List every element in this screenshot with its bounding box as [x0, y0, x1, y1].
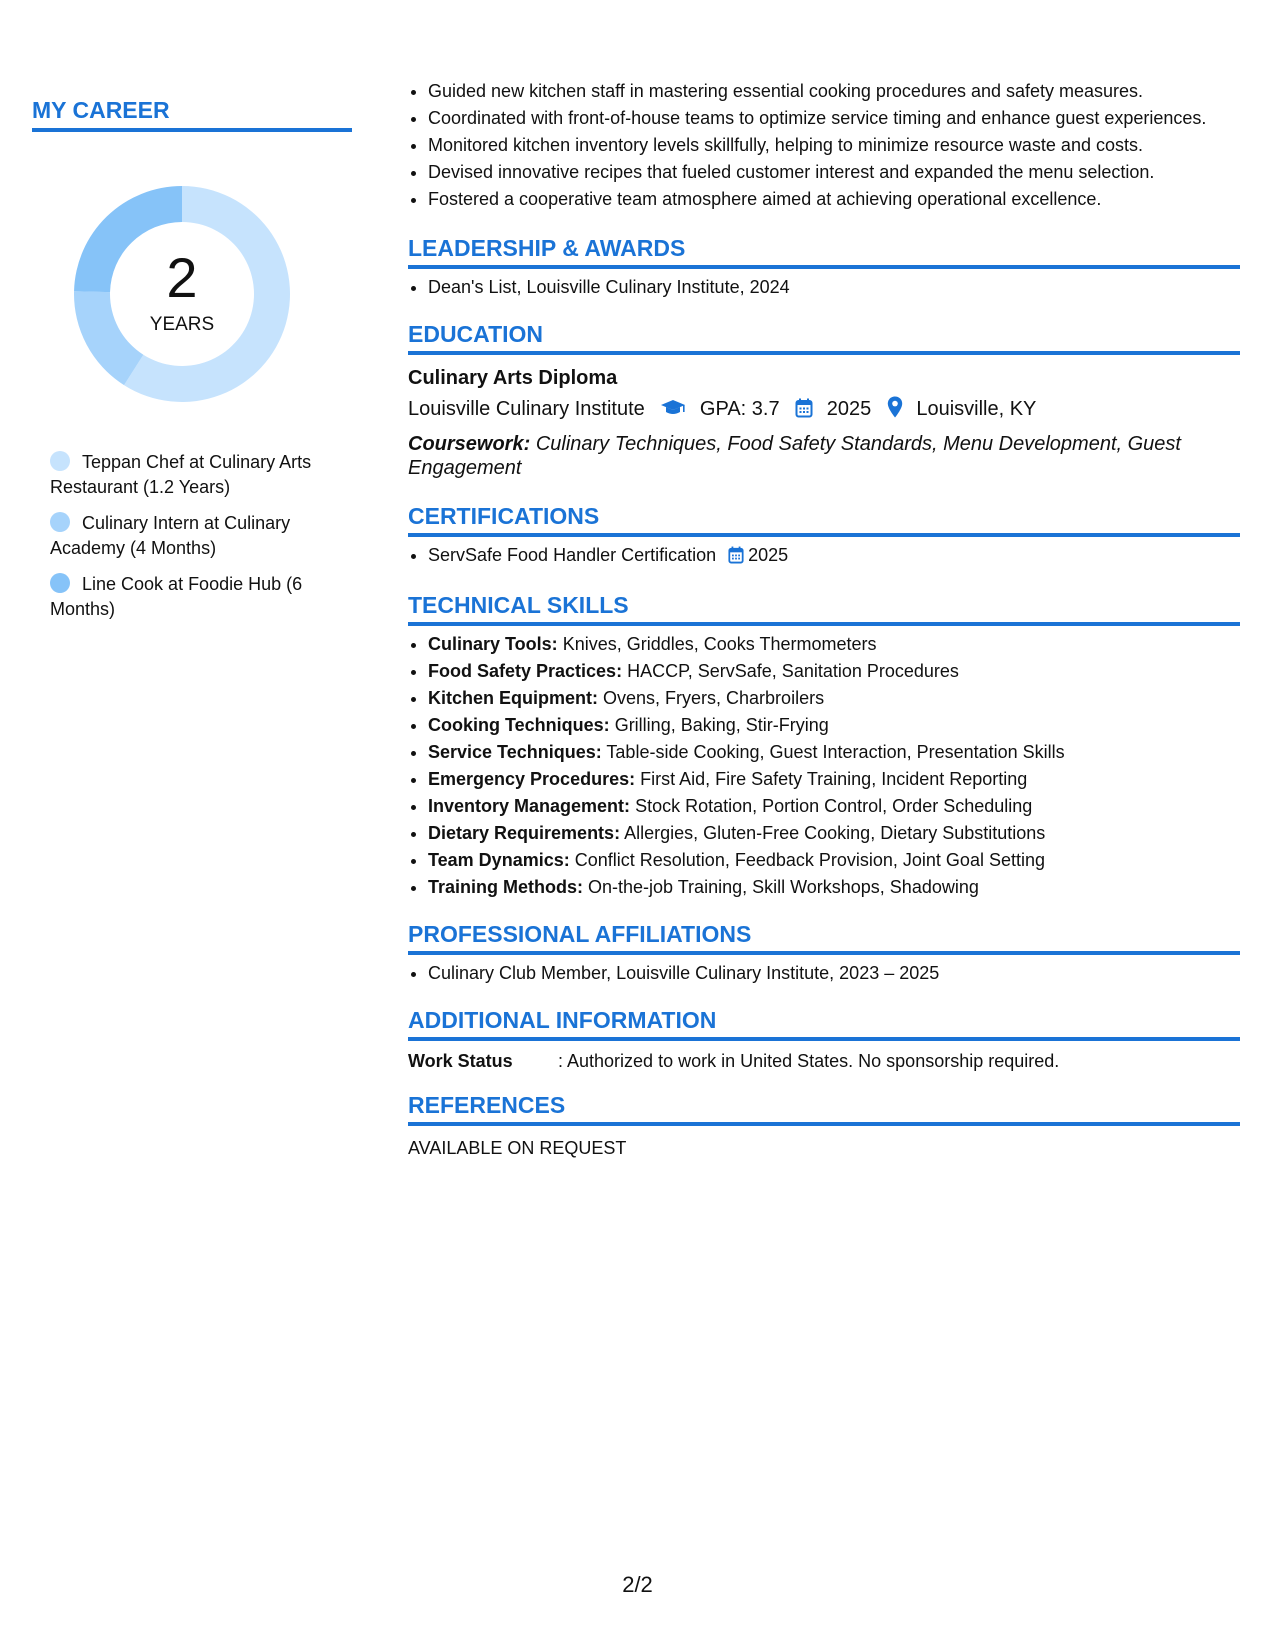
skills-section — [408, 591, 1240, 900]
leadership-title: LEADERSHIP & AWARDS — [408, 234, 1240, 269]
calendar-icon — [795, 398, 813, 426]
education-coursework — [408, 432, 1240, 480]
education-gpa: GPA: 3.7 — [699, 398, 780, 420]
skill-item — [428, 794, 1240, 819]
references-section — [408, 1091, 1240, 1160]
additional-section — [408, 1006, 1240, 1073]
coursework-text: Culinary Techniques, Food Safety Standards, Menu Development, Guest Engagement — [408, 433, 1181, 479]
skill-item — [428, 713, 1240, 738]
legend-item — [50, 511, 340, 561]
page-number: 2/2 — [622, 1572, 653, 1597]
certification-name: ServSafe Food Handler Certification — [428, 545, 717, 565]
career-title: MY CAREER — [32, 96, 352, 132]
career-legend — [32, 450, 352, 622]
skill-label: Culinary Tools: — [428, 634, 558, 654]
skill-label: Team Dynamics: — [428, 850, 570, 870]
legend-dot — [50, 451, 70, 471]
skill-item — [428, 875, 1240, 900]
leadership-section — [408, 234, 1240, 300]
leadership-item: • Dean's List, Louisville Culinary Institute, 2024 — [428, 275, 1240, 300]
legend-item — [50, 572, 340, 622]
education-details — [408, 395, 1240, 426]
legend-item — [50, 450, 340, 500]
skills-list — [408, 632, 1240, 900]
certification-item — [428, 543, 1240, 571]
graduation-cap-icon — [660, 398, 686, 426]
map-pin-icon — [887, 396, 903, 426]
affiliations-title: PROFESSIONAL AFFILIATIONS — [408, 920, 1240, 955]
skill-value: On-the-job Training, Skill Workshops, Shadowing — [588, 877, 979, 897]
legend-label: Line Cook at Foodie Hub (6 Months) — [50, 574, 303, 619]
education-location: Louisville, KY — [916, 398, 1037, 420]
experience-bullet: • Devised innovative recipes that fueled customer interest and expanded the menu selection. — [428, 160, 1240, 185]
skill-value: Ovens, Fryers, Charbroilers — [603, 688, 825, 708]
skill-item — [428, 659, 1240, 684]
skill-value: Allergies, Gluten-Free Cooking, Dietary Substitutions — [624, 823, 1046, 843]
legend-dot — [50, 512, 70, 532]
skill-label: Emergency Procedures: — [428, 769, 636, 789]
skill-item — [428, 821, 1240, 846]
calendar-icon — [728, 546, 744, 571]
affiliations-section — [408, 920, 1240, 986]
skill-item — [428, 686, 1240, 711]
skill-item — [428, 767, 1240, 792]
skill-item — [428, 740, 1240, 765]
skill-label: Kitchen Equipment: — [428, 688, 598, 708]
experience-bullet: • Coordinated with front-of-house teams to optimize service timing and enhance guest experiences. — [428, 106, 1240, 131]
skill-item — [428, 632, 1240, 657]
skill-label: Service Techniques: — [428, 742, 602, 762]
experience-bullets — [408, 79, 1240, 212]
coursework-label: Coursework: — [408, 433, 531, 455]
affiliations-list — [408, 961, 1240, 986]
legend-label: Teppan Chef at Culinary Arts Restaurant (1.2 Years) — [50, 452, 312, 497]
experience-bullet: • Fostered a cooperative team atmosphere aimed at achieving operational excellence. — [428, 187, 1240, 212]
additional-title: ADDITIONAL INFORMATION — [408, 1006, 1240, 1041]
education-title: EDUCATION — [408, 320, 1240, 355]
education-school: Louisville Culinary Institute — [408, 398, 645, 420]
education-degree: Culinary Arts Diploma — [408, 367, 618, 389]
work-status-value: : Authorized to work in United States. No sponsorship required. — [558, 1051, 1060, 1071]
skill-value: Table-side Cooking, Guest Interaction, Presentation Skills — [606, 742, 1065, 762]
certifications-title: CERTIFICATIONS — [408, 502, 1240, 537]
donut-center-value: 2 — [166, 246, 198, 309]
donut-center — [66, 178, 298, 410]
work-status-label: Work Status — [408, 1051, 513, 1071]
career-sidebar — [32, 96, 352, 633]
affiliation-item: • Culinary Club Member, Louisville Culinary Institute, 2023 – 2025 — [428, 961, 1240, 986]
experience-bullet: • Monitored kitchen inventory levels skillfully, helping to minimize resource waste and costs. — [428, 133, 1240, 158]
skill-label: Inventory Management: — [428, 796, 631, 816]
skill-label: Cooking Techniques: — [428, 715, 610, 735]
certifications-list — [408, 543, 1240, 571]
donut-center-unit: YEARS — [149, 314, 215, 335]
certifications-section — [408, 502, 1240, 571]
skill-value: Knives, Griddles, Cooks Thermometers — [562, 634, 877, 654]
legend-label: Culinary Intern at Culinary Academy (4 Months) — [50, 513, 291, 558]
skill-value: Stock Rotation, Portion Control, Order Scheduling — [635, 796, 1033, 816]
skill-value: Conflict Resolution, Feedback Provision, Joint Goal Setting — [574, 850, 1045, 870]
skill-item — [428, 848, 1240, 873]
career-donut-chart — [66, 178, 298, 410]
skill-label: Dietary Requirements: — [428, 823, 621, 843]
work-status — [408, 1049, 1240, 1073]
skill-label: Training Methods: — [428, 877, 583, 897]
education-section — [408, 320, 1240, 480]
skill-label: Food Safety Practices: — [428, 661, 623, 681]
references-text: AVAILABLE ON REQUEST — [408, 1138, 627, 1158]
references-title: REFERENCES — [408, 1091, 1240, 1126]
experience-bullet: • Guided new kitchen staff in mastering essential cooking procedures and safety measures. — [428, 79, 1240, 104]
main-column — [408, 79, 1240, 1160]
certification-year: 2025 — [748, 545, 789, 565]
skill-value: HACCP, ServSafe, Sanitation Procedures — [627, 661, 959, 681]
skills-title: TECHNICAL SKILLS — [408, 591, 1240, 626]
legend-dot — [50, 573, 70, 593]
leadership-list — [408, 275, 1240, 300]
skill-value: Grilling, Baking, Stir-Frying — [614, 715, 829, 735]
skill-value: First Aid, Fire Safety Training, Incident Reporting — [640, 769, 1028, 789]
education-year: 2025 — [826, 398, 872, 420]
